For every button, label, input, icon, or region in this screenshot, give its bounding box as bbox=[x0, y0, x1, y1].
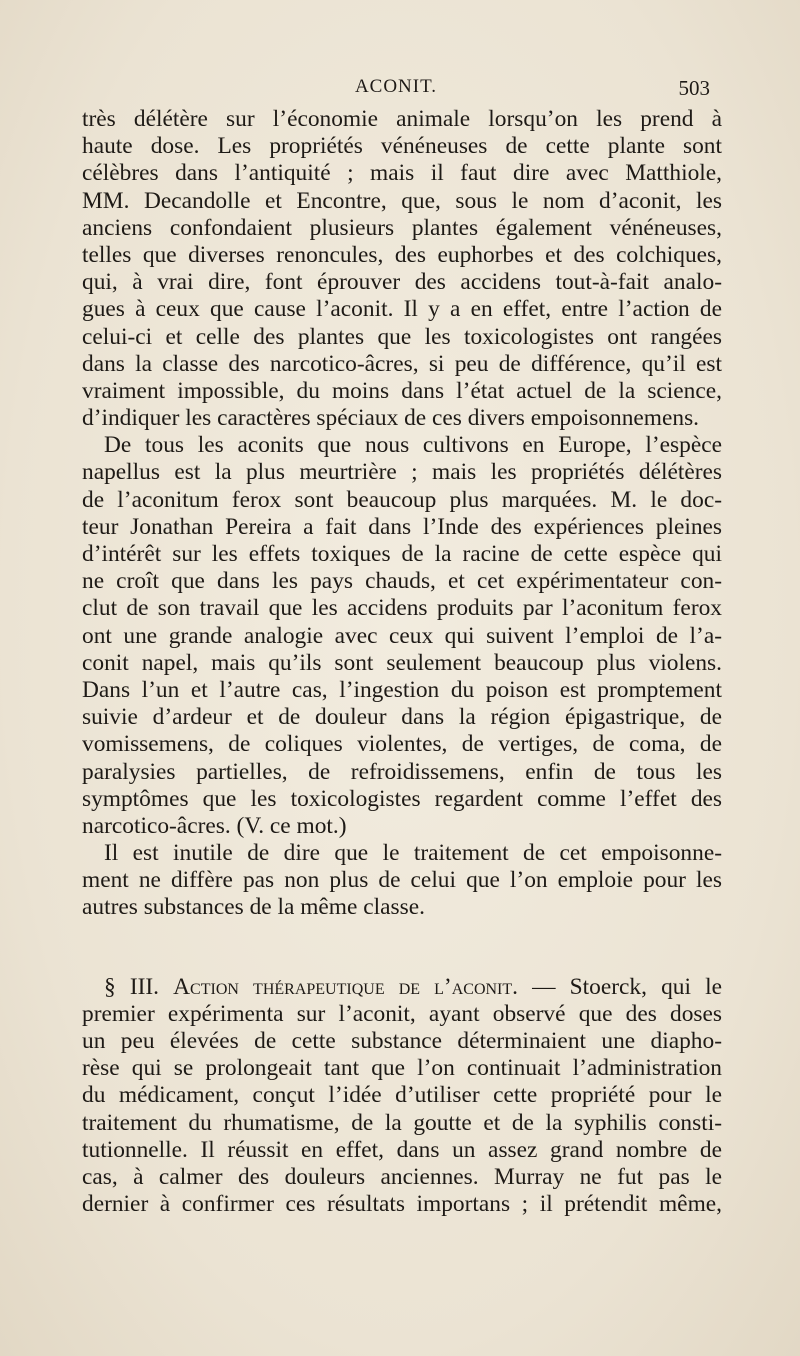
text-line: dans la classe des narcotico-âcres, si peu de différence, qu’il est bbox=[82, 350, 722, 377]
paragraph-treatment bbox=[82, 840, 722, 922]
text-line: du médicament, conçut l’idée d’utiliser cette propriété pour le bbox=[82, 1082, 722, 1109]
text-line: dernier à confirmer ces résultats importans ; il prétendit même, bbox=[82, 1191, 722, 1218]
page-header bbox=[82, 76, 710, 106]
paragraph-species bbox=[82, 432, 722, 840]
text-line: traitement du rhumatisme, de la goutte et de la syphilis consti- bbox=[82, 1109, 722, 1136]
text-line: paralysies partielles, de refroidissemens, enfin de tous les bbox=[82, 758, 722, 785]
text-line: teur Jonathan Pereira a fait dans l’Inde des expériences pleines bbox=[82, 513, 722, 540]
section-therapeutic-action bbox=[82, 974, 722, 1219]
text-line: premier expérimenta sur l’aconit, ayant observé que des doses bbox=[82, 1000, 722, 1027]
text-line: anciens confondaient plusieurs plantes également vénéneuses, bbox=[82, 214, 722, 241]
text-line: Il est inutile de dire que le traitement de cet empoisonne- bbox=[104, 840, 722, 867]
text-line: MM. Decandolle et Encontre, que, sous le nom d’aconit, les bbox=[82, 187, 722, 214]
text-line: Dans l’un et l’autre cas, l’ingestion du poison est promptement bbox=[82, 676, 722, 703]
page-number: 503 bbox=[678, 76, 710, 100]
em-dash: — bbox=[532, 973, 556, 1000]
text-line: haute dose. Les propriétés vénéneuses de cette plante sont bbox=[82, 133, 722, 160]
text-line: narcotico-âcres. (V. ce mot.) bbox=[82, 812, 347, 839]
text-line: napellus est la plus meurtrière ; mais les propriétés délétères bbox=[82, 459, 722, 486]
text-line: vraiment impossible, du moins dans l’état actuel de la science, bbox=[82, 377, 722, 404]
text-line: ont une grande analogie avec ceux qui suivent l’emploi de l’a- bbox=[82, 622, 722, 649]
text-line: cas, à calmer des douleurs anciennes. Murray ne fut pas le bbox=[82, 1163, 722, 1190]
text-line: très délétère sur l’économie animale lorsqu’on les prend à bbox=[82, 106, 722, 132]
text-line: ne croît que dans les pays chauds, et cet expérimentateur con- bbox=[82, 568, 722, 595]
section-gap bbox=[82, 922, 722, 974]
running-head: ACONIT. bbox=[354, 76, 438, 97]
section-first-line-text: Stoerck, qui le bbox=[569, 973, 722, 1000]
text-line: celui-ci et celle des plantes que les toxicologistes ont rangées bbox=[82, 323, 722, 350]
text-line: autres substances de la même classe. bbox=[82, 894, 425, 921]
text-line: conit napel, mais qu’ils sont seulement beaucoup plus violens. bbox=[82, 649, 722, 676]
text-line: célèbres dans l’antiquité ; mais il faut dire avec Matthiole, bbox=[82, 160, 722, 187]
text-line: vomissemens, de coliques violentes, de vertiges, de coma, de bbox=[82, 731, 722, 758]
text-line: qui, à vrai dire, font éprouver des accidens tout-à-fait analo- bbox=[82, 269, 722, 296]
text-line: de l’aconitum ferox sont beaucoup plus marquées. M. le doc- bbox=[82, 486, 722, 513]
text-line: suivie d’ardeur et de douleur dans la région épigastrique, de bbox=[82, 704, 722, 731]
section-heading-line bbox=[82, 974, 722, 1001]
text-line: tutionnelle. Il réussit en effet, dans un assez grand nombre de bbox=[82, 1136, 722, 1163]
page-body bbox=[82, 106, 722, 1218]
text-line: De tous les aconits que nous cultivons en Europe, l’espèce bbox=[104, 432, 722, 459]
text-line: symptômes que les toxicologistes regardent comme l’effet des bbox=[82, 785, 722, 812]
section-title: Action thérapeutique de l’aconit. bbox=[173, 973, 519, 1000]
text-line: d’intérêt sur les effets toxiques de la racine de cette espèce qui bbox=[82, 541, 722, 567]
text-line: un peu élevées de cette substance déterminaient une diapho- bbox=[82, 1028, 722, 1054]
paragraph-toxicity bbox=[82, 106, 722, 432]
section-number: § III. bbox=[104, 973, 160, 1000]
text-line: clut de son travail que les accidens produits par l’aconitum ferox bbox=[82, 595, 722, 622]
text-line: rèse qui se prolongeait tant que l’on continuait l’administration bbox=[82, 1055, 722, 1082]
text-line: ment ne diffère pas non plus de celui que l’on emploie pour les bbox=[82, 867, 722, 894]
text-line: d’indiquer les caractères spéciaux de ces divers empoisonnemens. bbox=[82, 405, 700, 432]
text-line: gues à ceux que cause l’aconit. Il y a en effet, entre l’action de bbox=[82, 296, 722, 323]
text-line: telles que diverses renoncules, des euphorbes et des colchiques, bbox=[82, 241, 722, 268]
